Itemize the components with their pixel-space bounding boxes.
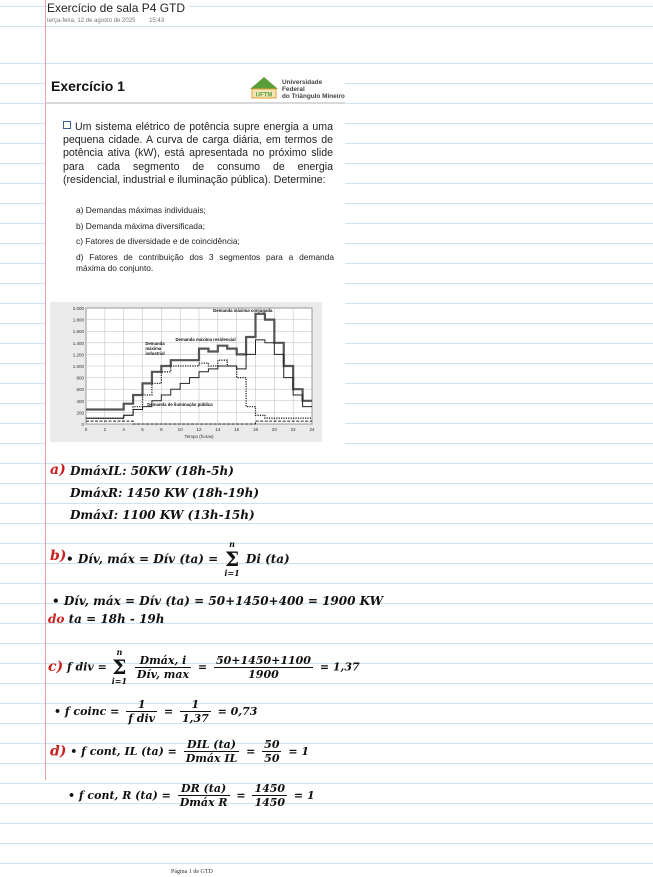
slide-body	[63, 121, 333, 187]
answer-a-line-2: DmáxR: 1450 KW (18h-19h)	[70, 486, 260, 500]
x-tick-label: 24	[309, 427, 315, 432]
fraction: $\frac{1450}{1450}$	[254, 782, 286, 809]
answer-d1-result: = 1	[288, 745, 310, 758]
x-tick-label: 8	[160, 427, 163, 432]
y-tick-label: 1.400	[72, 340, 84, 346]
fraction: $\frac{50}{50}$	[264, 738, 280, 765]
x-tick-label: 2	[103, 427, 107, 432]
logo-seal-text: UFTM	[255, 92, 273, 99]
answer-b-time	[48, 612, 165, 626]
fraction: $\frac{50+1450+1100}{1900}$	[215, 653, 311, 681]
fraction: $\frac{DR (ta)}{\text{Dmáx R}}$	[179, 782, 228, 809]
x-tick-label: 0	[84, 427, 88, 432]
answer-b-time-value: ta = 18h - 19h	[68, 612, 165, 626]
fraction: $\frac{1}{1,37}$	[181, 698, 209, 725]
page-date: terça-feira, 12 de agosto de 2025	[47, 18, 136, 24]
answer-c2-lhs: • f coinc =	[54, 705, 120, 718]
x-tick-label: 14	[215, 427, 221, 432]
annotation-label: Demanda máxima residencial	[175, 337, 236, 343]
logo-seal-icon	[248, 75, 280, 101]
y-tick-label: 200	[76, 410, 84, 416]
page-title[interactable]: Exercício de sala P4 GTD	[47, 1, 189, 15]
answer-b-label: b)	[50, 548, 67, 564]
list-item: c) Fatores de diversidade e de coincidência;	[76, 236, 240, 246]
sum-lower: i=1	[224, 568, 240, 578]
y-tick-label: 400	[76, 398, 84, 404]
annotation-label: Demanda de iluminação pública	[147, 402, 213, 408]
chart-svg	[50, 302, 322, 442]
page-footer: Página 1 de GTD	[171, 869, 213, 875]
answer-b-time-prefix: do	[48, 612, 65, 626]
x-tick-label: 12	[196, 427, 202, 432]
answer-c-formula: c) f div = n Σ i=1 $\frac{\text{Dmáx, i}}{\text{Dív, max}}$ = $\frac{50+1450+1100}{1900}$ = 1,37	[48, 647, 360, 686]
answer-c-coincidence: • f coinc = $\frac{1}{\text{f div}}$ = $\frac{1}{1,37}$ = 0,73	[54, 698, 258, 725]
page-timestamp	[47, 18, 176, 24]
sum-upper: n	[116, 647, 123, 657]
slide-body-text: Um sistema elétrico de potência supre energia a uma pequena cidade. A curva de carga diária, em termos de potência ativa (kW), está apresentada no próximo slide para cada segmento de consumo de energia (residencial, industrial e iluminação pública). Determine:	[63, 121, 333, 186]
y-tick-label: 2.000	[72, 306, 84, 311]
slide-item-list	[76, 205, 334, 278]
slide-divider	[46, 102, 345, 104]
list-item: a) Demandas máximas individuais;	[76, 205, 206, 215]
load-curve-chart	[50, 302, 322, 442]
answer-d2-lhs: • f cont, R (ta) =	[68, 789, 171, 802]
answer-c-result: = 1,37	[319, 660, 360, 674]
answer-d2-result: = 1	[293, 789, 315, 802]
x-tick-label: 18	[252, 427, 259, 432]
slide-title: Exercício 1	[51, 78, 125, 94]
list-item: d) Fatores de contribuição dos 3 segmentos para a demanda máxima do conjunto.	[76, 251, 334, 273]
university-logo	[248, 75, 345, 101]
fraction: $\frac{\text{Dmáx, i}}{\text{Dív, max}}$	[136, 653, 190, 681]
x-tick-label: 16	[234, 427, 240, 432]
answer-d-line-2: • f cont, R (ta) = $\frac{DR (ta)}{\text{Dmáx R}}$ = $\frac{1450}{1450}$ = 1	[68, 782, 315, 809]
annotation-label: máxima	[145, 346, 162, 352]
logo-line-1: Universidade Federal	[282, 79, 323, 93]
answer-b-result: • Dív, máx = Dív (ta) = 50+1450+400 = 1900 KW	[52, 594, 384, 608]
answer-a-line-1: DmáxIL: 50KW (18h-5h)	[70, 464, 234, 478]
answer-d-line-1: d) • f cont, IL (ta) = $\frac{\text{DIL (ta)}}{\text{Dmáx IL}}$ = $\frac{50}{50}$ = 1	[50, 738, 310, 765]
page-time: 15:43	[149, 18, 165, 24]
answer-d1-lhs: • f cont, IL (ta) =	[70, 745, 177, 758]
answer-b-lhs: • Dív, máx = Dív (ta) =	[66, 552, 219, 566]
x-tick-label: 20	[271, 427, 277, 432]
answer-d-label: d)	[50, 743, 67, 760]
y-tick-label: 1.800	[72, 317, 84, 323]
annotation-label: Demanda máxima conjugada	[213, 308, 273, 314]
fraction: $\frac{1}{\text{f div}}$	[128, 698, 156, 725]
answer-b-rhs: Di (ta)	[245, 552, 290, 566]
answer-b-formula	[66, 540, 290, 578]
answer-c2-result: = 0,73	[217, 705, 258, 718]
sum-upper: n	[229, 539, 235, 549]
x-tick-label: 4	[122, 427, 125, 432]
x-axis-label: Tempo (horas)	[184, 434, 214, 439]
answer-c-label: c)	[48, 659, 64, 675]
y-tick-label: 800	[76, 375, 84, 381]
y-tick-label: 1.600	[72, 329, 84, 335]
annotation-label: industrial	[145, 351, 165, 357]
fraction: $\frac{\text{DIL (ta)}}{\text{Dmáx IL}}$	[185, 738, 238, 765]
logo-text	[282, 79, 345, 100]
y-tick-label: 0	[81, 422, 84, 427]
slide-image[interactable]	[46, 72, 345, 450]
sum-symbol: n Σ i=1	[224, 539, 240, 578]
x-tick-label: 10	[177, 427, 183, 432]
logo-line-2: do Triângulo Mineiro	[282, 93, 345, 100]
answer-c-lhs: f div =	[67, 660, 107, 674]
sum-symbol: n Σ i=1	[111, 647, 128, 686]
y-tick-label: 600	[76, 387, 84, 393]
sum-lower: i=1	[111, 676, 128, 686]
list-item: b) Demanda máxima diversificada;	[76, 220, 205, 231]
answer-a-label: a)	[50, 462, 66, 478]
x-tick-label: 6	[141, 427, 144, 432]
y-tick-label: 1.200	[72, 352, 84, 358]
x-tick-label: 22	[290, 427, 296, 432]
annotation-label: Demanda	[145, 341, 165, 347]
answer-a-line-3: DmáxI: 1100 KW (13h-15h)	[70, 508, 255, 522]
y-tick-label: 1.000	[72, 364, 84, 369]
checkbox-bullet-icon	[63, 121, 71, 129]
